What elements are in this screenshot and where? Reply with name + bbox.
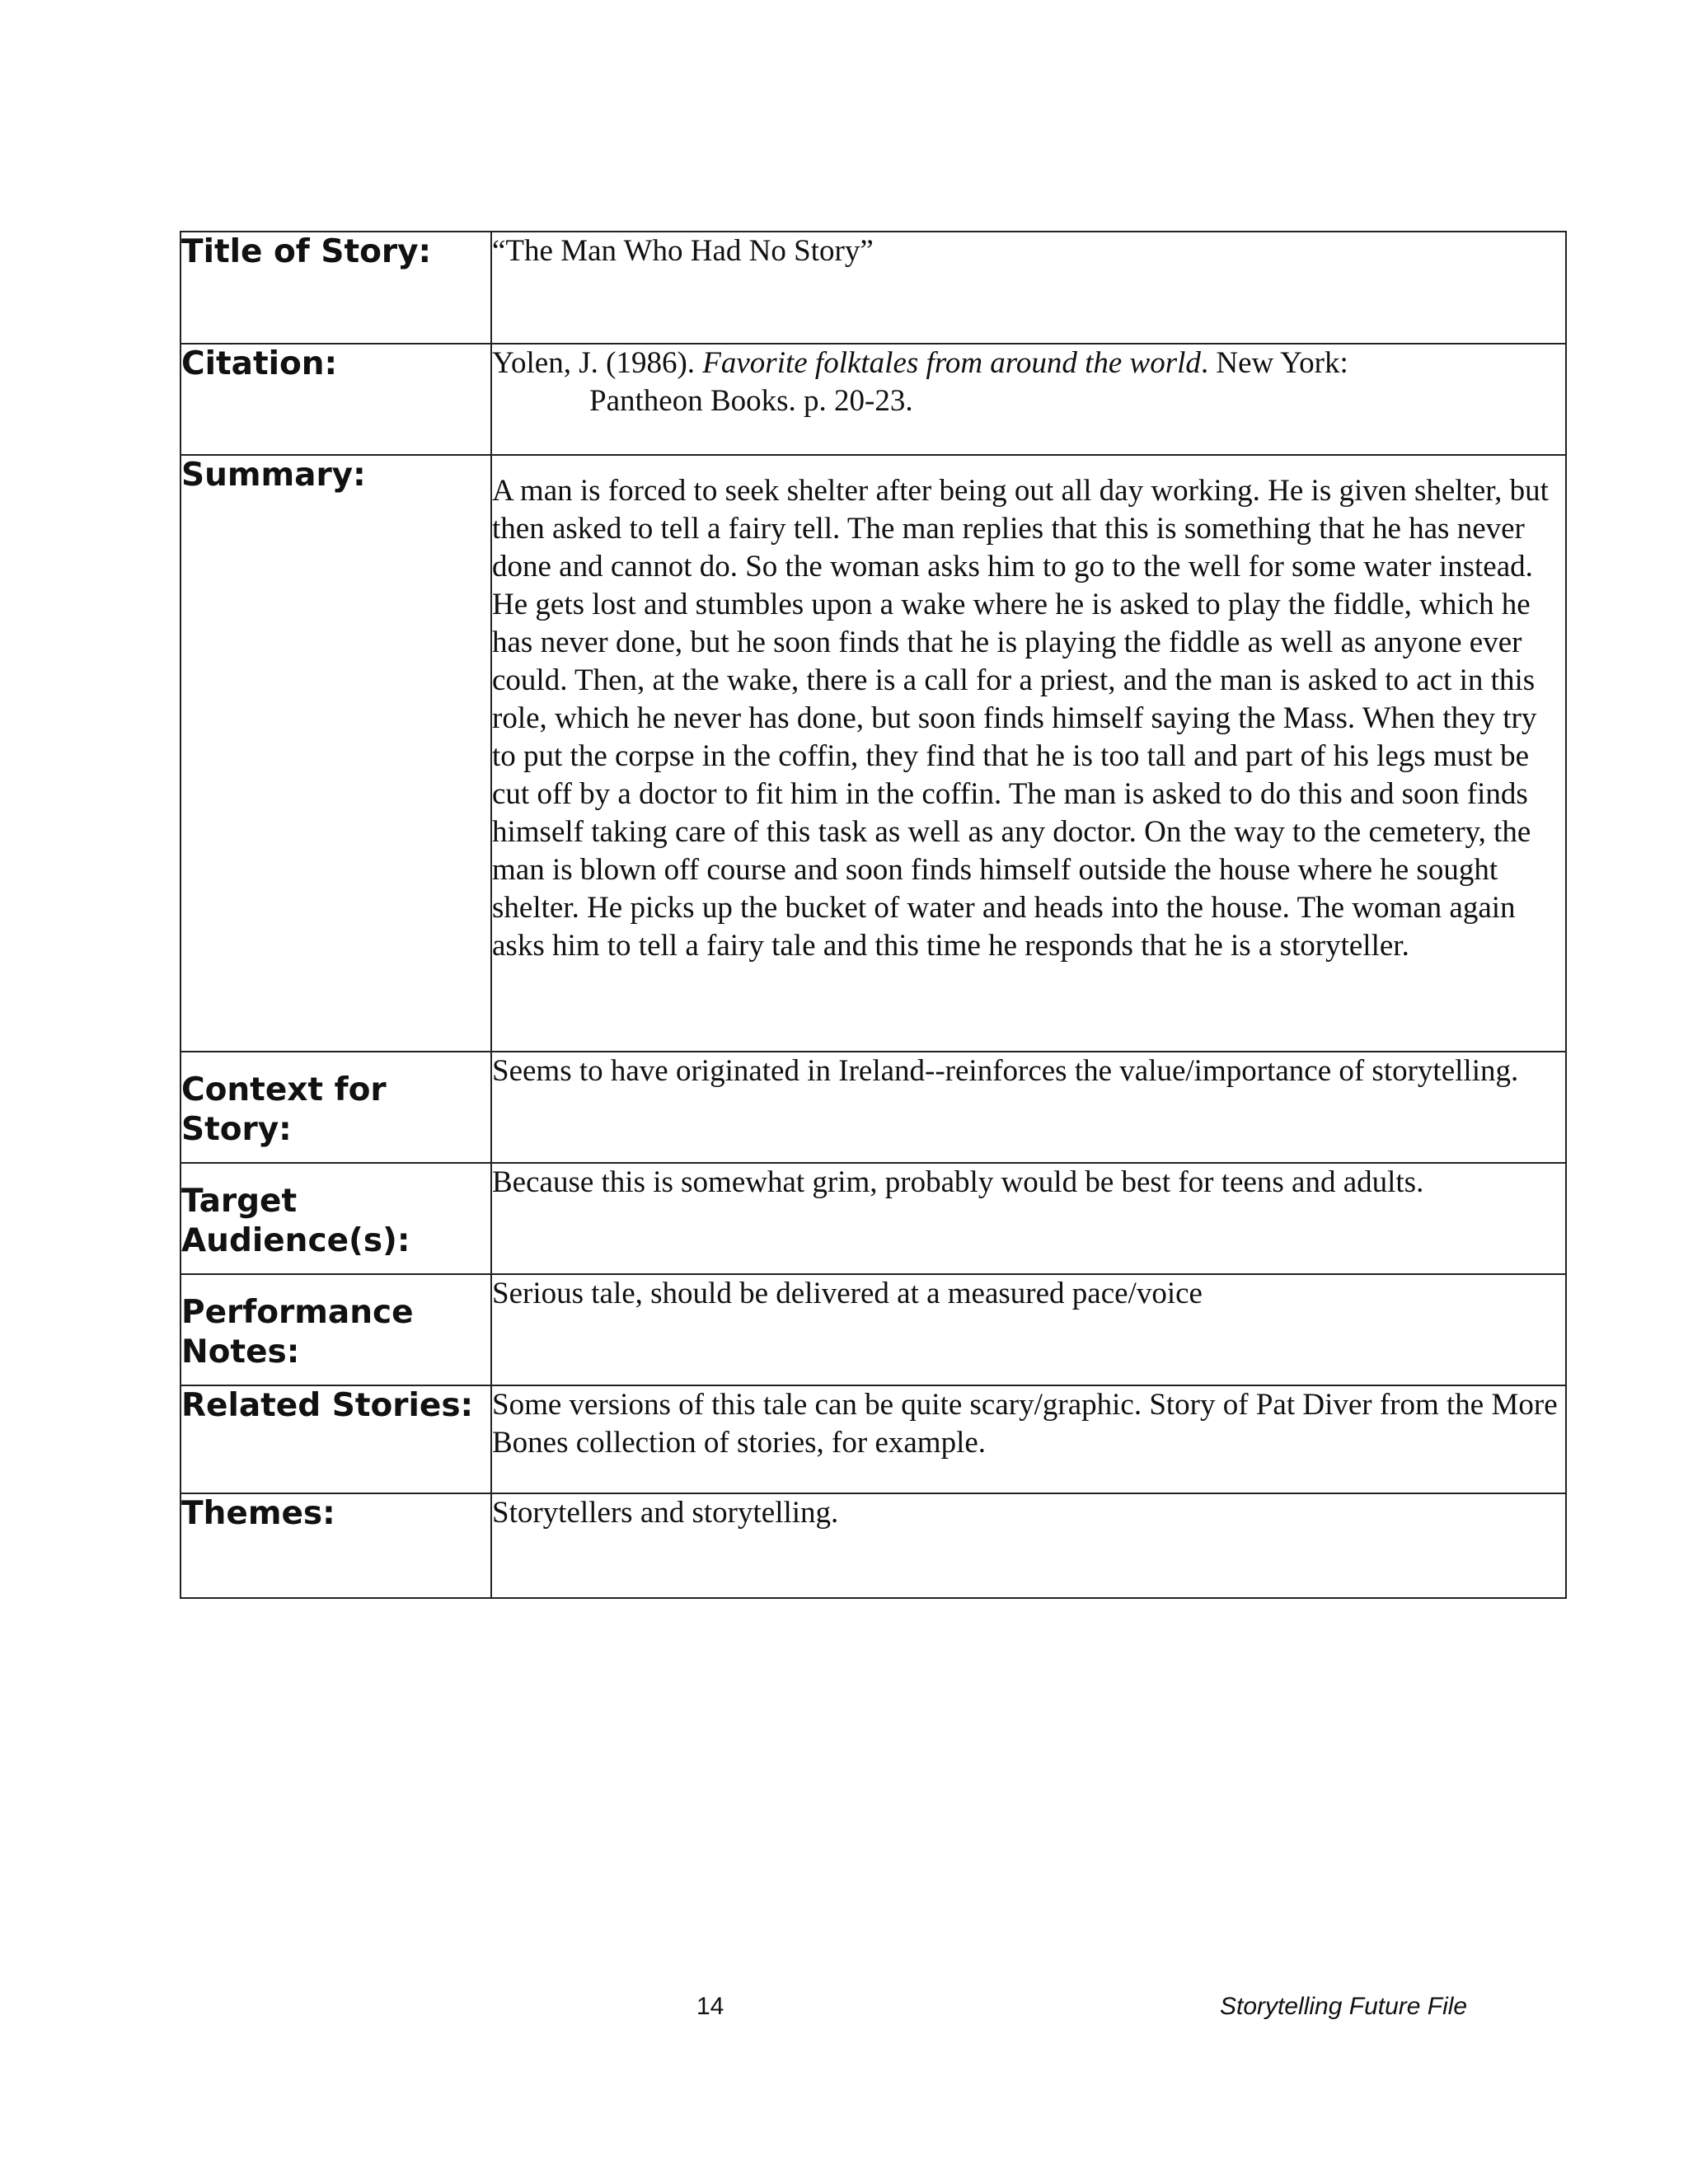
value-audience: [491, 1163, 1566, 1274]
label-themes-text: Themes:: [181, 1495, 335, 1532]
citation-book-title: Favorite folktales from around the world: [702, 346, 1201, 380]
row-citation: [181, 344, 1566, 455]
label-audience: [181, 1163, 491, 1274]
row-summary: [181, 455, 1566, 1052]
label-summary-text: Summary:: [181, 457, 366, 494]
value-summary: [491, 455, 1566, 1052]
value-performance: [491, 1274, 1566, 1385]
label-performance: [181, 1274, 491, 1385]
context-text: Seems to have originated in Ireland--reinforces the value/importance of storytelling.: [492, 1054, 1519, 1088]
row-themes: [181, 1493, 1566, 1598]
citation-continuation: Pantheon Books. p. 20-23.: [589, 384, 913, 418]
row-audience: [181, 1163, 1566, 1274]
label-context: [181, 1052, 491, 1163]
value-citation: [491, 344, 1566, 455]
citation-publisher-place: . New York:: [1200, 346, 1348, 380]
row-title: [181, 232, 1566, 344]
citation-first-line: [492, 344, 1565, 382]
label-related-text: Related Stories:: [181, 1387, 474, 1424]
page-number: 14: [696, 1993, 724, 2020]
summary-text: A man is forced to seek shelter after being out all day working. He is given shelter, but then asked to tell a fairy tell. The man replies that this is something that he has never done and cannot do. So the woman asks him to go to the well for some water instead. He gets lost and stumbles upon a wake where he is asked to play the fiddle, which he has never done, but he soon finds that he is playing the fiddle as well as anyone ever could. Then, at the wake, there is a call for a priest, and the man is asked to act in this role, which he never has done, but soon finds himself saying the Mass. When they try to put the corpse in the coffin, they find that he is too tall and part of his legs must be cut off by a doctor to fit him in the coffin. The man is asked to do this and soon finds himself taking care of this task as well as any doctor. On the way to the cemetery, the man is blown off course and soon finds himself outside the house where he sought shelter. He picks up the bucket of water and heads into the house. The woman again asks him to tell a fairy tale and this time he responds that he is a storyteller.: [492, 474, 1549, 963]
row-performance: [181, 1274, 1566, 1385]
label-audience-line2: Audience(s):: [181, 1222, 410, 1259]
label-performance-line2: Notes:: [181, 1333, 300, 1371]
story-record-table: [180, 231, 1567, 1599]
value-themes: [491, 1493, 1566, 1598]
label-context-line1: Context for: [181, 1071, 387, 1108]
citation-authors: Yolen, J. (1986).: [492, 346, 703, 380]
label-title: [181, 232, 491, 344]
value-context: [491, 1052, 1566, 1163]
value-related: [491, 1385, 1566, 1493]
label-themes: [181, 1493, 491, 1598]
label-related: [181, 1385, 491, 1493]
story-title: “The Man Who Had No Story”: [492, 234, 874, 268]
audience-text: Because this is somewhat grim, probably would be best for teens and adults.: [492, 1165, 1424, 1199]
performance-text: Serious tale, should be delivered at a measured pace/voice: [492, 1277, 1203, 1310]
row-context: [181, 1052, 1566, 1163]
themes-text: Storytellers and storytelling.: [492, 1496, 839, 1530]
value-title: [491, 232, 1566, 344]
related-text: Some versions of this tale can be quite scary/graphic. Story of Pat Diver from the More Bones collection of stories, for example.: [492, 1388, 1558, 1460]
label-context-line2: Story:: [181, 1111, 292, 1148]
label-performance-line1: Performance: [181, 1294, 414, 1331]
label-title-text: Title of Story:: [181, 233, 432, 270]
label-audience-line1: Target: [181, 1183, 298, 1220]
label-citation: [181, 344, 491, 455]
label-citation-text: Citation:: [181, 345, 338, 382]
label-summary: [181, 455, 491, 1052]
footer-doc-title: Storytelling Future File: [1220, 1993, 1468, 2020]
row-related: [181, 1385, 1566, 1493]
